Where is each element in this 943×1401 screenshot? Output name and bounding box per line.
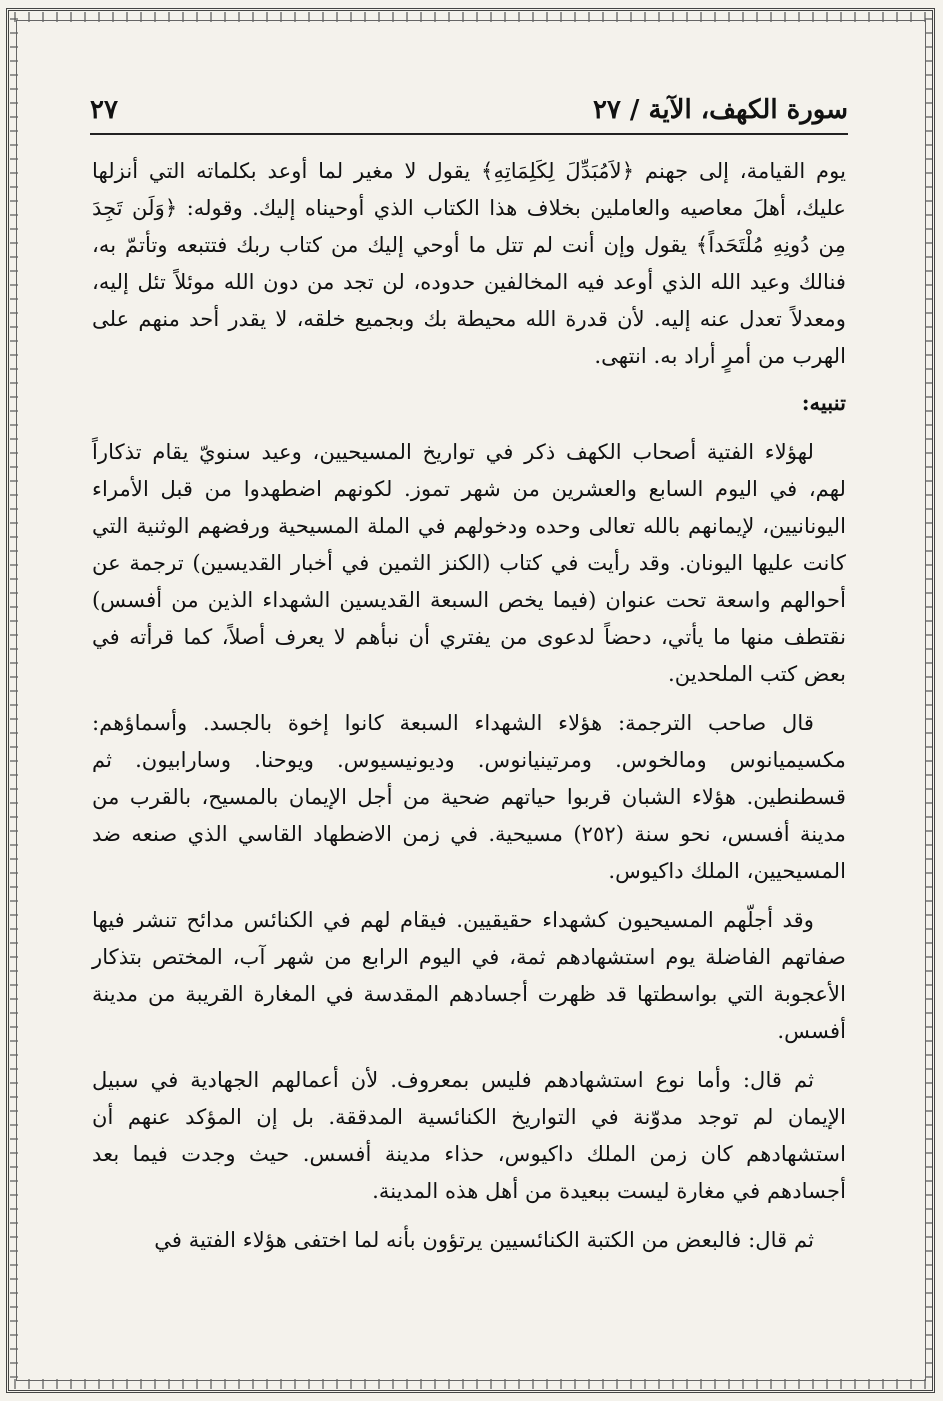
header-rule: [90, 133, 848, 135]
paragraph-4: وقد أجلّهم المسيحيون كشهداء حقيقيين. فيقام لهم في الكنائس مدائح تنشر فيها صفاتهم الفاضلة يوم استشهادهم ثمة، في اليوم الرابع من شهر آب، المختص بتذكار الأعجوبة التي بواسطتها قد ظهرت أجسادهم المقدسة في المغارة القريبة من مدينة أفسس.: [92, 907, 846, 1043]
section-heading: تنبيه:: [801, 390, 846, 415]
paragraph-3: قال صاحب الترجمة: هؤلاء الشهداء السبعة كانوا إخوة بالجسد. وأسماؤهم: مكسيميانوس ومالخوس. ومرتينيانوس. وديونيسيوس. ويوحنا. وسارابيون. ثم قسطنطين. هؤلاء الشبان قربوا حياتهم ضحية من أجل الإيمان بالمسيح، بالقرب من مدينة أفسس، نحو سنة (٢٥٢) مسيحية. في زمن الاضطهاد القاسي الذي صنعه ضد المسيحيين، الملك داكيوس.: [92, 710, 846, 883]
page-body: [92, 152, 846, 1258]
page-header: [90, 88, 848, 132]
paragraph-6: ثم قال: فالبعض من الكتبة الكنائسيين يرتؤون بأنه لما اختفى هؤلاء الفتية في: [154, 1227, 814, 1252]
paragraph-1: يوم القيامة، إلى جهنم ﴿لاَمُبَدِّلَ لِكَلِمَاتِهِ﴾ يقول لا مغير لما أوعد بكلماته التي أنزلها عليك، أهلَ معاصيه والعاملين بخلاف هذا الكتاب الذي أوحيناه إليك. وقوله: ﴿وَلَن تَجِدَ مِن دُونِهِ مُلْتَحَداً﴾ يقول وإن أنت لم تتل ما أوحي إليك من كتاب ربك فتتبعه وتأتمّ به، فنالك وعيد الله الذي أوعد فيه المخالفين حدوده، لن تجد من دون الله موئلاً تئل إليه، ومعدلاً تعدل عنه إليه. لأن قدرة الله محيطة بك وبجميع خلقه، لا يقدر أحد منهم على الهرب من أمرٍ أراد به. انتهى.: [92, 158, 846, 368]
paragraph-5: ثم قال: وأما نوع استشهادهم فليس بمعروف. لأن أعمالهم الجهادية في سبيل الإيمان لم توجد مدوّنة في التواريخ الكنائسية المدققة. بل إن المؤكد عنهم أن استشهادهم كان زمن الملك داكيوس، حذاء مدينة أفسس. حيث وجدت فيما بعد أجسادهم في مغارة ليست ببعيدة من أهل هذه المدينة.: [92, 1067, 846, 1203]
paragraph-2: لهؤلاء الفتية أصحاب الكهف ذكر في تواريخ المسيحيين، وعيد سنويّ يقام تذكاراً لهم، في اليوم السابع والعشرين من شهر تموز. لكونهم اضطهدوا من قبل الأمراء اليونانيين، لإيمانهم بالله تعالى وحده ودخولهم في الملة المسيحية ورفضهم الوثنية التي كانت عليها اليونان. وقد رأيت في كتاب (الكنز الثمين في أخبار القديسين) ترجمة عن أحوالهم واسعة تحت عنوان (فيما يخص السبعة القديسين الشهداء الذين من أفسس) نقتطف منها ما يأتي، دحضاً لدعوى من يفتري أن نبأهم لا يعرف أصلاً، كما قرأته في بعض كتب الملحدين.: [92, 439, 846, 686]
running-title: سورة الكهف، الآية / ٢٧: [592, 95, 848, 125]
page-number: ٢٧: [90, 95, 118, 125]
